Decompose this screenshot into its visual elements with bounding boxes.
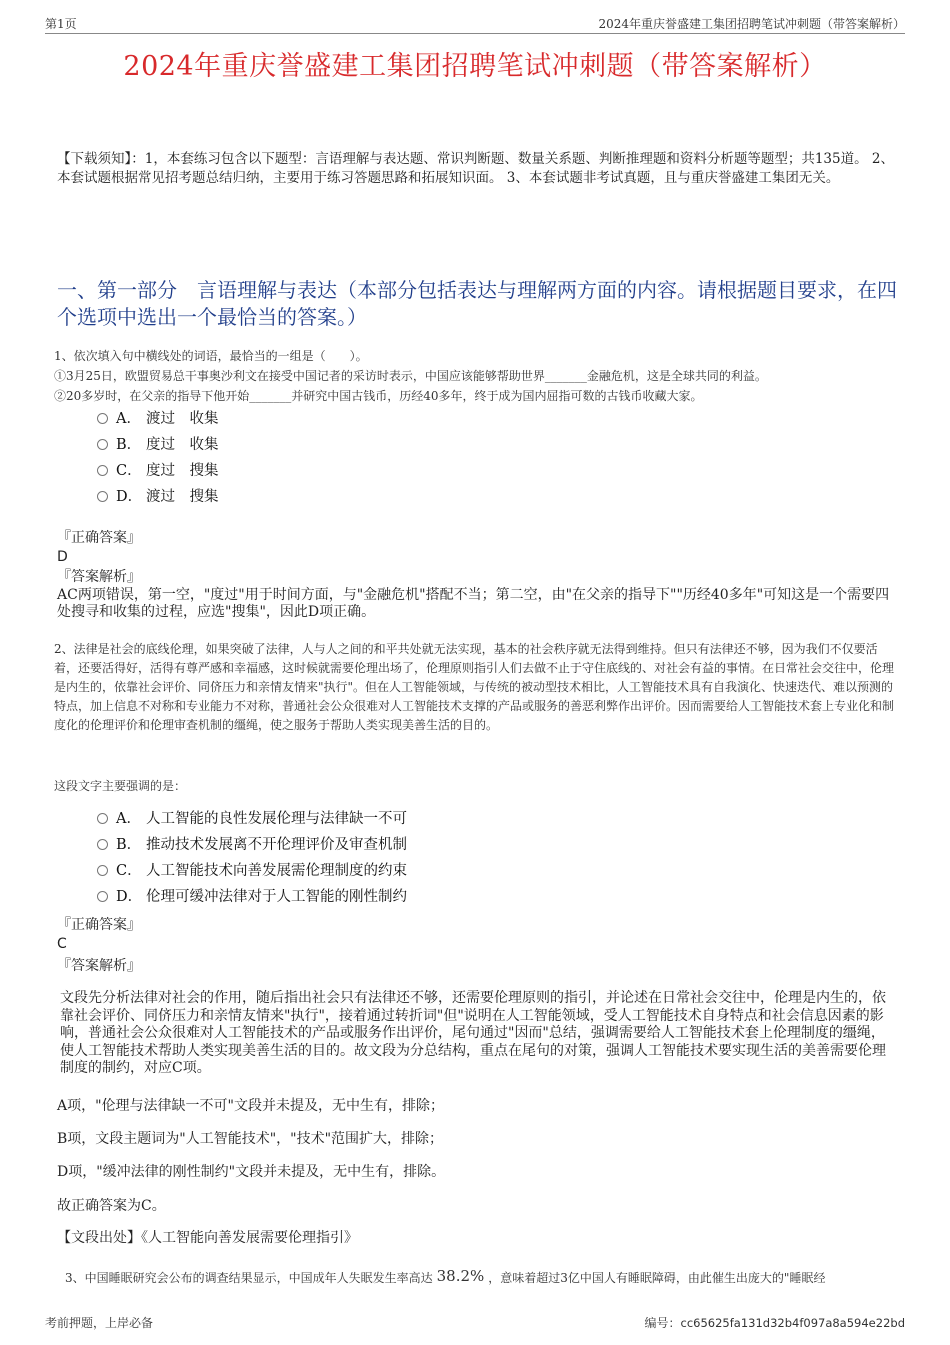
question-1	[54, 346, 899, 406]
document-title: 2024年重庆誉盛建工集团招聘笔试冲刺题（带答案解析）	[123, 51, 827, 82]
radio-icon[interactable]	[97, 491, 108, 502]
question-1-answer: D	[57, 549, 68, 565]
insomnia-rate: 38.2%	[436, 1267, 485, 1285]
radio-icon[interactable]	[97, 413, 108, 424]
question-2-question: 这段文字主要强调的是：	[54, 779, 187, 793]
radio-icon[interactable]	[97, 813, 108, 824]
question-2-option-b[interactable]: B． 推动技术发展离不开伦理评价及审查机制	[97, 836, 407, 854]
question-2-option-a-note: A项，"伦理与法律缺一不可"文段并未提及，无中生有，排除；	[57, 1098, 444, 1114]
question-1-option-c[interactable]: C． 度过 搜集	[97, 462, 219, 480]
radio-icon[interactable]	[97, 839, 108, 850]
question-1-analysis-label: 『答案解析』	[57, 569, 141, 585]
question-1-option-b[interactable]: B． 度过 收集	[97, 436, 219, 454]
page-number: 第1页	[45, 17, 77, 31]
question-2-option-b-note: B项，文段主题词为"人工智能技术"，"技术"范围扩大，排除；	[57, 1131, 444, 1147]
question-1-sentence-1: ①3月25日，欧盟贸易总干事奥沙利文在接受中国记者的采访时表示，中国应该能够帮助世界_______金融危机，这是全球共同的利益。	[54, 369, 767, 383]
question-1-option-d[interactable]: D． 渡过 搜集	[97, 488, 219, 506]
download-notice: 【下载须知】：1，本套练习包含以下题型：言语理解与表达题、常识判断题、数量关系题、判断推理题和资料分析题等题型；共135道。 2、本套试题根据常见招考题总结归纳，主要用于练习答题思路和拓展知识面。 3、本套试题非考试真题，且与重庆誉盛建工集团无关。	[57, 151, 894, 186]
question-2-conclusion: 故正确答案为C。	[57, 1198, 166, 1214]
question-1-answer-label: 『正确答案』	[57, 530, 141, 546]
question-2-stem: 2、法律是社会的底线伦理，如果突破了法律，人与人之间的和平共处就无法实现，基本的社会秩序就无法得到维持。但只有法律还不够，因为我们不仅要活着，还要活得好，活得有尊严感和幸福感，这时候就需要伦理出场了，伦理原则指引人们去做不止于守住底线的、对社会有益的事情。在日常社会交往中，伦理是内生的，依靠社会评价、同侪压力和亲情友情来"执行"。但在人工智能领域，与传统的被动型技术相比，人工智能技术具有自我演化、快速迭代、难以预测的特点，加上信息不对称和专业能力不对称，普通社会公众很难对人工智能技术支撑的产品或服务的善恶利弊作出评价。因而需要给人工智能技术套上专业化和制度化的伦理评价和伦理审查机制的缰绳，使之服务于帮助人类实现美善生活的目的。	[54, 642, 895, 732]
footer-code: 编号：cc65625fa131d32b4f097a8a594e22bd	[644, 1316, 905, 1330]
question-1-explanation: AC两项错误，第一空，"度过"用于时间方面，与"金融危机"搭配不当；第二空，由"在父亲的指导下""历经40多年"可知这是一个需要四处搜寻和收集的过程，应选"搜集"，因此D项正确。	[57, 587, 890, 620]
question-2-answer: C	[57, 936, 67, 952]
question-1-option-a[interactable]: A． 渡过 收集	[97, 410, 219, 428]
question-2-explanation: 文段先分析法律对社会的作用，随后指出社会只有法律还不够，还需要伦理原则的指引，并论述在日常社会交往中，伦理是内生的，依靠社会评价、同侪压力和亲情友情来"执行"，接着通过转折词"但"说明在人工智能领域，受人工智能技术自身特点和社会信息因素的影响，普通社会公众很难对人工智能技术的产品或服务作出评价，尾句通过"因而"总结，强调需要给人工智能技术套上伦理制度的缰绳，使人工智能技术帮助人类实现美善生活的目的。故文段为分总结构，重点在尾句的对策，强调人工智能技术要实现生活的美善需要伦理制度的制约，对应C项。	[60, 990, 886, 1076]
page-header	[45, 14, 905, 34]
question-2-answer-label: 『正确答案』	[57, 917, 141, 933]
radio-icon[interactable]	[97, 865, 108, 876]
section-heading: 一、第一部分 言语理解与表达（本部分包括表达与理解两方面的内容。请根据题目要求，在四个选项中选出一个最恰当的答案。）	[57, 278, 897, 329]
footer-slogan: 考前押题，上岸必备	[45, 1316, 154, 1330]
question-2-option-d-note: D项，"缓冲法律的刚性制约"文段并未提及，无中生有，排除。	[57, 1164, 446, 1180]
radio-icon[interactable]	[97, 891, 108, 902]
question-1-sentence-2: ②20多岁时，在父亲的指导下他开始_______并研究中国古钱币，历经40多年，终于成为国内屈指可数的古钱币收藏大家。	[54, 389, 703, 403]
question-2-option-c[interactable]: C． 人工智能技术向善发展需伦理制度的约束	[97, 862, 407, 880]
question-3-stem: 3、中国睡眠研究会公布的调查结果显示，中国成年人失眠发生率高达 38.2% ，意味着超过3亿中国人有睡眠障碍，由此催生出庞大的"睡眠经	[65, 1267, 826, 1285]
page-footer	[45, 1311, 905, 1331]
question-1-stem: 1、依次填入句中横线处的词语，最恰当的一组是（ ）。	[54, 349, 368, 363]
question-2-option-a[interactable]: A． 人工智能的良性发展伦理与法律缺一不可	[97, 810, 407, 828]
question-2-analysis-label: 『答案解析』	[57, 958, 141, 974]
question-2-source: 【文段出处】《人工智能向善发展需要伦理指引》	[57, 1230, 358, 1246]
radio-icon[interactable]	[97, 465, 108, 476]
question-2-option-d[interactable]: D． 伦理可缓冲法律对于人工智能的刚性制约	[97, 888, 407, 906]
radio-icon[interactable]	[97, 439, 108, 450]
header-doc-title: 2024年重庆誉盛建工集团招聘笔试冲刺题（带答案解析）	[598, 17, 905, 31]
